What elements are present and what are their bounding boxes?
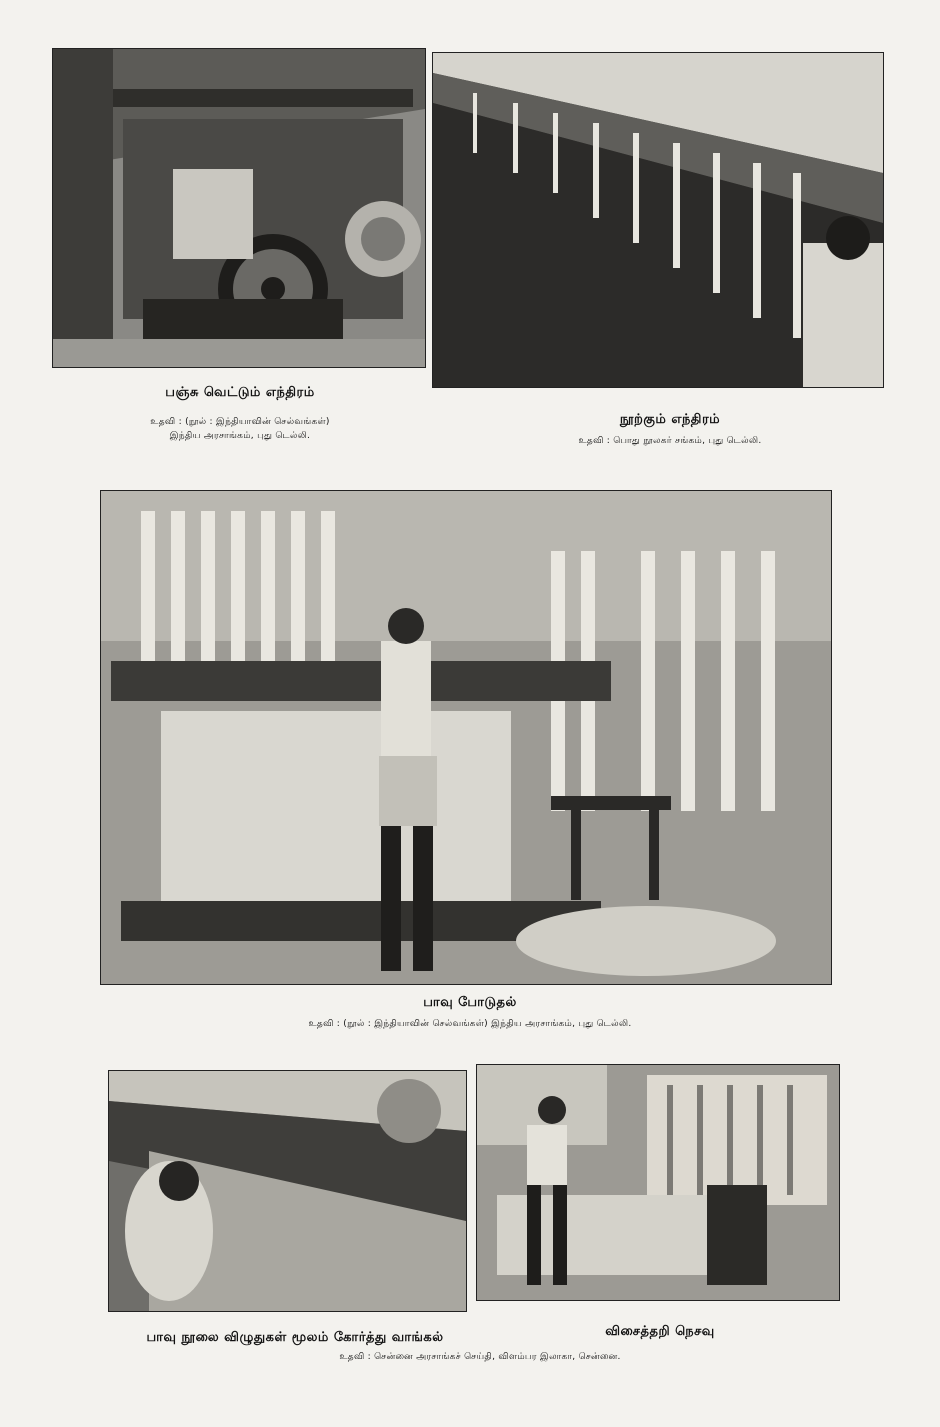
photo-cotton-cutting-machine <box>52 48 426 368</box>
caption-title: நூற்கும் எந்திரம் <box>619 412 721 427</box>
caption-warping <box>140 995 800 1031</box>
caption-credit: உதவி : (நூல் : இந்தியாவின் செல்வங்கள்) இந்திய அரசாங்கம், புது டெல்லி. <box>308 1019 632 1029</box>
caption-title: பாவு நூலை விழுதுகள் மூலம் கோர்த்து வாங்கல் <box>146 1330 444 1345</box>
caption-credit: இந்திய அரசாங்கம், புது டெல்லி. <box>169 431 311 441</box>
caption-title: பஞ்சு வெட்டும் எந்திரம் <box>165 385 315 400</box>
caption-credit: உதவி : பொது நூலகர் சங்கம், புது டெல்லி. <box>578 436 762 446</box>
photo-spinning-machine <box>432 52 884 388</box>
caption-title: பாவு போடுதல் <box>423 995 517 1010</box>
photo-power-loom <box>476 1064 840 1301</box>
photo-drawing-in-warp <box>108 1070 467 1312</box>
caption-drawing-in <box>125 1330 465 1346</box>
photo-warping <box>100 490 832 985</box>
caption-shared-credit <box>240 1350 720 1364</box>
caption-title: விசைத்தறி நெசவு <box>605 1324 715 1339</box>
caption-cotton-cutting <box>110 385 370 443</box>
caption-spinning <box>500 412 840 448</box>
caption-credit: உதவி : (நூல் : இந்தியாவின் செல்வங்கள்) <box>150 417 330 427</box>
caption-credit: உதவி : சென்னை அரசாங்கச் செய்தி, விளம்பர இலாகா, சென்னை. <box>339 1352 621 1362</box>
caption-power-loom <box>560 1324 760 1340</box>
